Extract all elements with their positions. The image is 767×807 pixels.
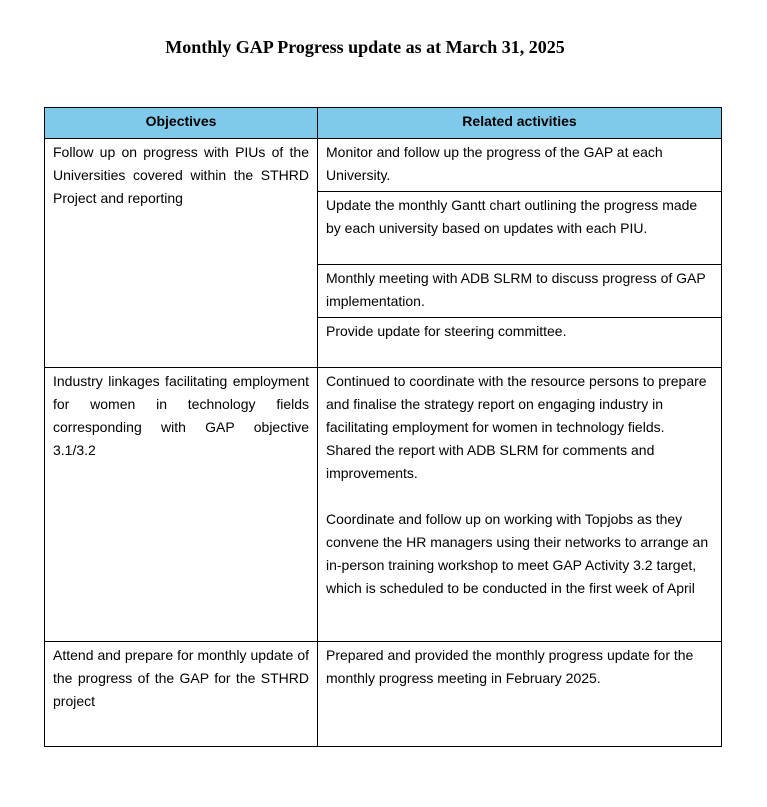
- activity-cell: Update the monthly Gantt chart outlining the progress made by each university based on updates with each PIU.: [318, 192, 722, 265]
- table-header-row: [45, 108, 722, 139]
- table-row: [45, 642, 722, 747]
- activity-paragraph: Continued to coordinate with the resource persons to prepare and finalise the strategy report on engaging industry in facilitating employment for women in technology fields. Shared the report with ADB SLRM for comments and improvements.: [326, 373, 707, 481]
- document-title: Monthly GAP Progress update as at March 31, 2025: [165, 37, 565, 57]
- activity-paragraph: Coordinate and follow up on working with Topjobs as they convene the HR managers using their networks to arrange an in-person training workshop to meet GAP Activity 3.2 target, which is scheduled to be conducted in the first week of April: [326, 511, 709, 596]
- objective-cell: Follow up on progress with PIUs of the Universities covered within the STHRD Project and reporting: [45, 139, 318, 368]
- table-row: [45, 139, 722, 192]
- objective-cell: Attend and prepare for monthly update of the progress of the GAP for the STHRD project: [45, 642, 318, 747]
- header-related-activities: Related activities: [318, 108, 722, 139]
- activity-cell: [318, 368, 722, 642]
- activity-cell: Provide update for steering committee.: [318, 318, 722, 368]
- table-row: [45, 368, 722, 642]
- objective-cell: Industry linkages facilitating employment for women in technology fields corresponding with GAP objective 3.1/3.2: [45, 368, 318, 642]
- activity-cell: Monitor and follow up the progress of the GAP at each University.: [318, 139, 722, 192]
- activity-cell: Prepared and provided the monthly progress update for the monthly progress meeting in February 2025.: [318, 642, 722, 747]
- activity-cell: Monthly meeting with ADB SLRM to discuss progress of GAP implementation.: [318, 265, 722, 318]
- gap-progress-table: [44, 107, 722, 747]
- paragraph-spacer: [326, 485, 713, 508]
- header-objectives: Objectives: [45, 108, 318, 139]
